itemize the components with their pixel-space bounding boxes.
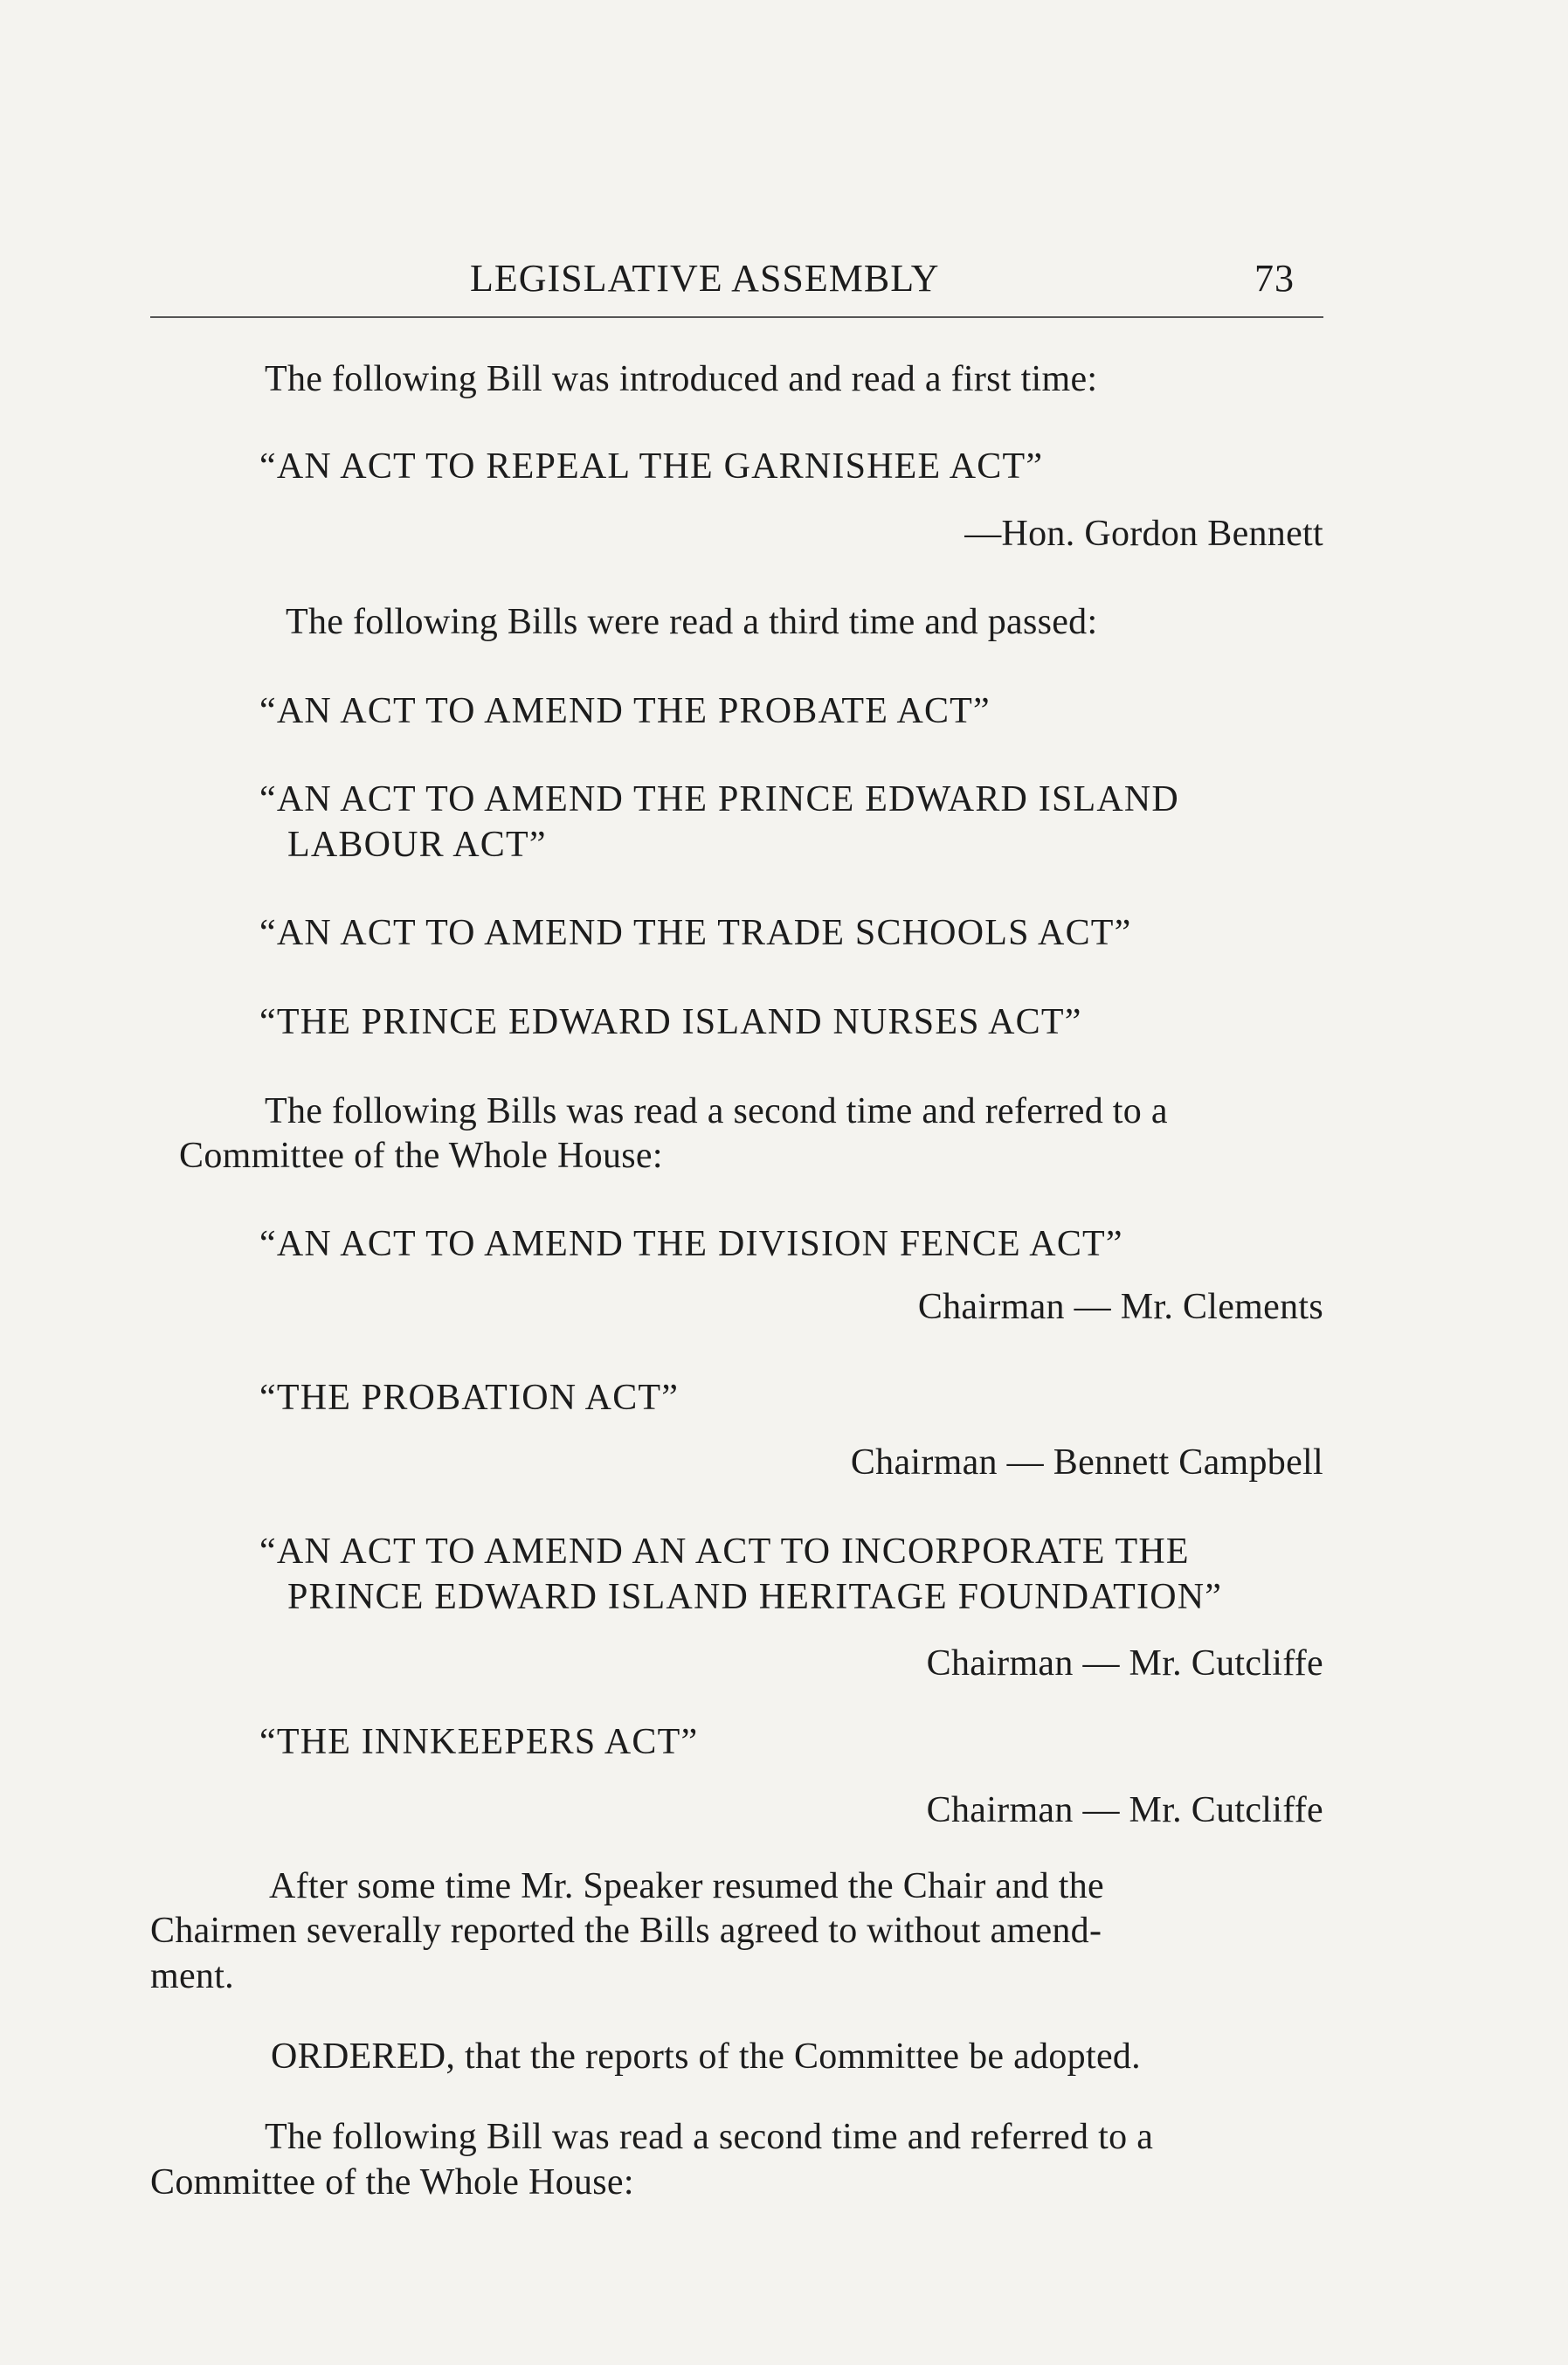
speaker-resumed-line3: ment. [150, 1956, 234, 1996]
final-second-reading-line1: The following Bill was read a second time and referred to a [265, 2117, 1154, 2157]
bill-sponsor: —Hon. Gordon Bennett [964, 514, 1323, 554]
intro-first-reading: The following Bill was introduced and read a first time: [265, 359, 1098, 399]
bill-title-innkeepers: “THE INNKEEPERS ACT” [259, 1722, 699, 1762]
intro-second-reading-line1: The following Bills was read a second time and referred to a [265, 1091, 1168, 1131]
bill-title-probate: “AN ACT TO AMEND THE PROBATE ACT” [259, 691, 991, 731]
bill-title-nurses: “THE PRINCE EDWARD ISLAND NURSES ACT” [259, 1002, 1082, 1042]
bill-title-division-fence: “AN ACT TO AMEND THE DIVISION FENCE ACT” [259, 1224, 1123, 1264]
bill-title-labour-line2: LABOUR ACT” [287, 825, 547, 865]
intro-third-reading: The following Bills were read a third time and passed: [286, 602, 1098, 642]
header-rule [150, 316, 1323, 318]
page-number: 73 [1254, 257, 1295, 300]
bill-title-labour-line1: “AN ACT TO AMEND THE PRINCE EDWARD ISLAND [259, 779, 1179, 819]
bill-title-probation: “THE PROBATION ACT” [259, 1378, 680, 1418]
speaker-resumed-line1: After some time Mr. Speaker resumed the Chair and the [269, 1866, 1104, 1906]
final-second-reading-line2: Committee of the Whole House: [150, 2162, 634, 2202]
chairman-division-fence: Chairman — Mr. Clements [917, 1287, 1323, 1327]
bill-title-garnishee: “AN ACT TO REPEAL THE GARNISHEE ACT” [259, 446, 1044, 487]
chairman-heritage: Chairman — Mr. Cutcliffe [926, 1643, 1323, 1684]
bill-title-trade-schools: “AN ACT TO AMEND THE TRADE SCHOOLS ACT” [259, 913, 1132, 953]
bill-title-heritage-line1: “AN ACT TO AMEND AN ACT TO INCORPORATE THE [259, 1532, 1190, 1572]
chairman-probation: Chairman — Bennett Campbell [850, 1442, 1323, 1483]
bill-title-heritage-line2: PRINCE EDWARD ISLAND HERITAGE FOUNDATION” [287, 1577, 1223, 1617]
running-header-title: LEGISLATIVE ASSEMBLY [470, 257, 940, 300]
speaker-resumed-line2: Chairmen severally reported the Bills agreed to without amend- [150, 1911, 1102, 1951]
intro-second-reading-line2: Committee of the Whole House: [179, 1136, 663, 1176]
ordered-statement: ORDERED, that the reports of the Committee be adopted. [271, 2037, 1141, 2077]
chairman-innkeepers: Chairman — Mr. Cutcliffe [926, 1790, 1323, 1830]
